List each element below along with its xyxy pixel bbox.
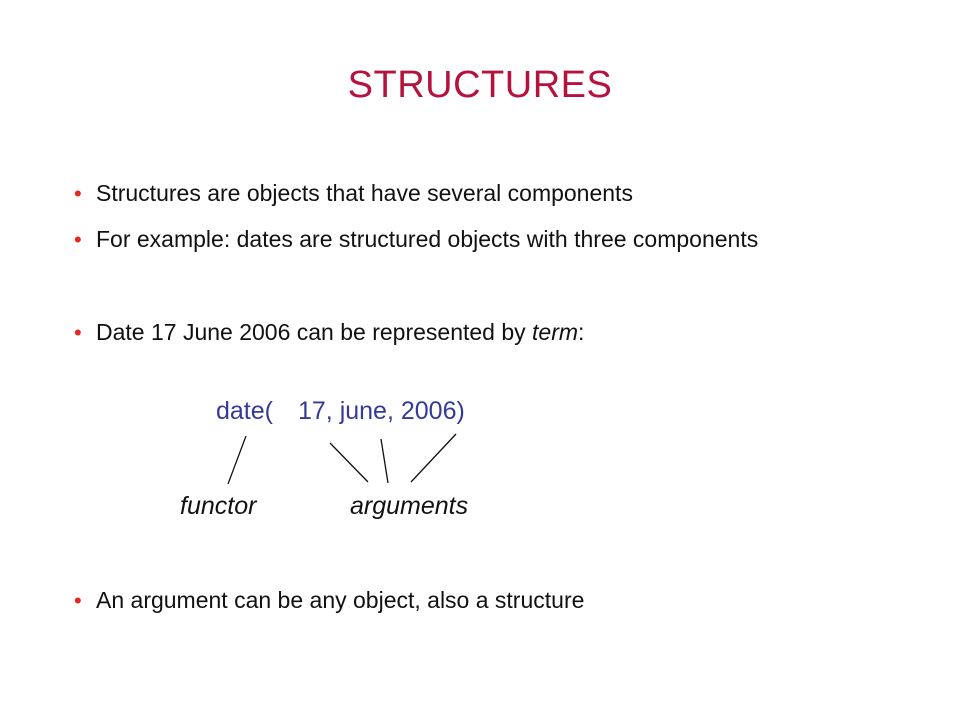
bullet-text: An argument can be any object, also a structure xyxy=(96,587,585,613)
bullet-text: Structures are objects that have several components xyxy=(96,180,633,206)
term-functor-text: date( xyxy=(216,397,273,425)
arguments-label: arguments xyxy=(350,492,469,520)
bullet-text-before: Date 17 June 2006 can be represented by xyxy=(96,319,533,345)
bullet-marker-icon: • xyxy=(74,181,82,206)
bullet-marker-icon: • xyxy=(74,227,82,252)
argument-connector-line xyxy=(411,434,456,482)
bullet-text-after: : xyxy=(578,319,585,345)
functor-label: functor xyxy=(180,492,257,520)
bullet-item xyxy=(74,585,876,616)
term-word: term xyxy=(532,319,579,345)
functor-connector-line xyxy=(228,436,246,484)
bullet-item xyxy=(74,224,876,255)
bullet-marker-icon: • xyxy=(74,588,82,613)
bullet-text: For example: dates are structured objects with three components xyxy=(96,226,759,252)
argument-connector-line xyxy=(381,439,388,483)
slide-title: STRUCTURES xyxy=(347,64,613,106)
term-arguments-text: 17, june, 2006) xyxy=(298,397,465,425)
argument-connector-line xyxy=(330,443,368,482)
bullet-item xyxy=(74,317,876,348)
bullet-item xyxy=(74,178,876,209)
bullet-marker-icon: • xyxy=(74,320,82,345)
